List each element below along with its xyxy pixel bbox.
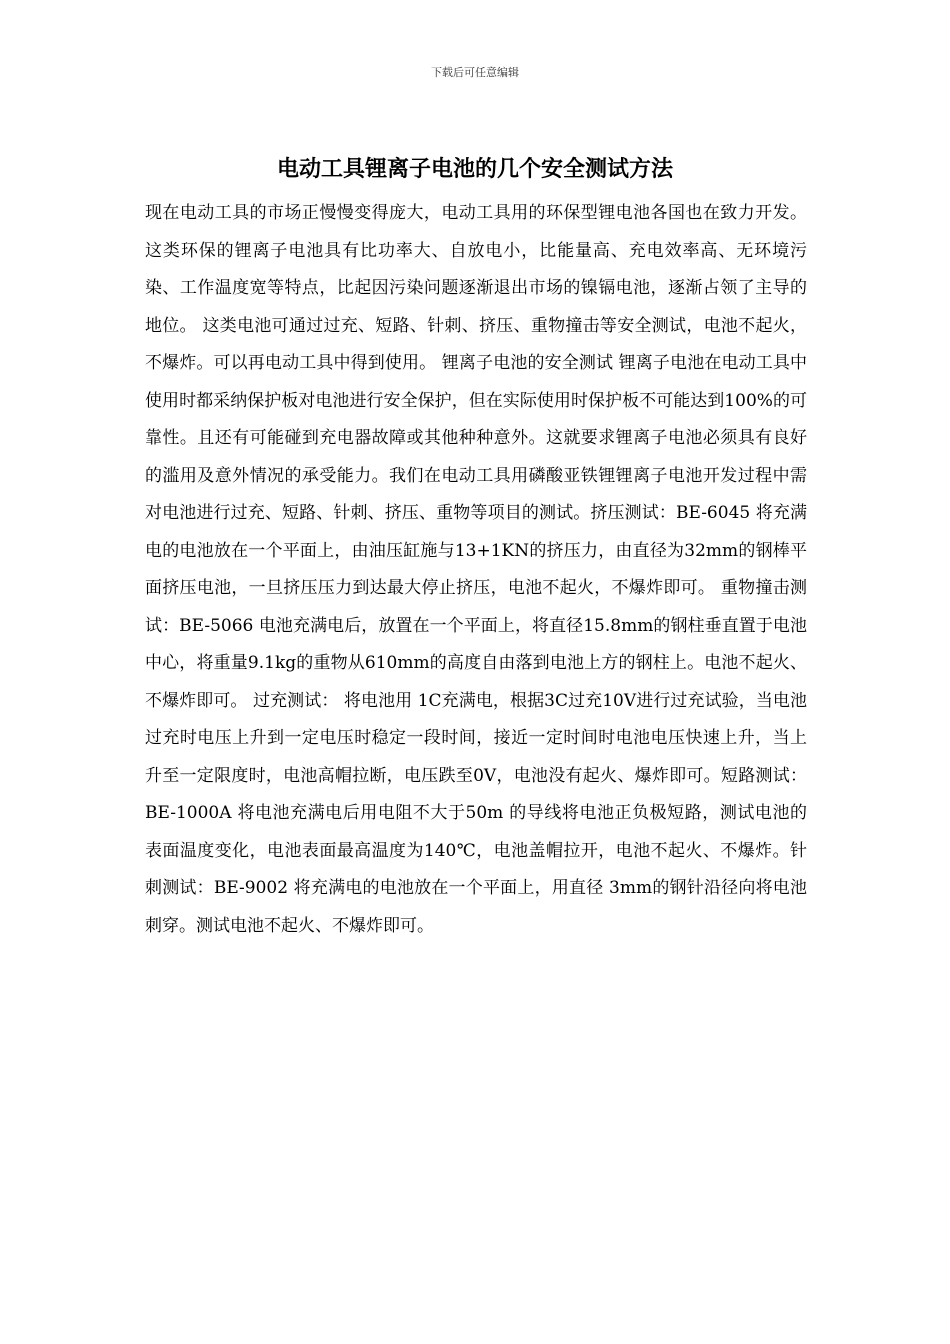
body-paragraph: 现在电动工具的市场正慢慢变得庞大，电动工具用的环保型锂电池各国也在致力开发。这类环保的锂离子电池具有比功率大、自放电小，比能量高、充电效率高、无环境污染、工作温度宽等特点，比起因污染问题逐渐退出市场的镍镉电池，逐渐占领了主导的地位。 这类电池可通过过充、短路、针刺、挤压、重物撞击等安全测试，电池不起火，不爆炸。可以再电动工具中得到使用。 锂离子电池的安全测试 锂离子电池在电动工具中使用时都采纳保护板对电池进行安全保护，但在实际使用时保护板不可能达到100%的可靠性。且还有可能碰到充电器故障或其他种种意外。这就要求锂离子电池必须具有良好的滥用及意外情况的承受能力。我们在电动工具用磷酸亚铁锂锂离子电池开发过程中需对电池进行过充、短路、针刺、挤压、重物等项目的测试。挤压测试：BE-6045 将充满电的电池放在一个平面上，由油压缸施与13+1KN的挤压力，由直径为32mm的钢棒平面挤压电池，一旦挤压压力到达最大停止挤压，电池不起火，不爆炸即可。 重物撞击测试：BE-5066 电池充满电后，放置在一个平面上，将直径15.8mm的钢柱垂直置于电池中心，将重量9.1kg的重物从610mm的高度自由落到电池上方的钢柱上。电池不起火、不爆炸即可。 过充测试： 将电池用 1C充满电，根据3C过充10V进行过充试验，当电池过充时电压上升到一定电压时稳定一段时间，接近一定时间时电池电压快速上升，当上升至一定限度时，电池高帽拉断，电压跌至0V，电池没有起火、爆炸即可。短路测试：BE-1000A 将电池充满电后用电阻不大于50m 的导线将电池正负极短路，测试电池的表面温度变化，电池表面最高温度为140℃，电池盖帽拉开，电池不起火、不爆炸。针刺测试：BE-9002 将充满电的电池放在一个平面上，用直径 3mm的钢针沿径向将电池刺穿。测试电池不起火、不爆炸即可。 <box>145 203 807 936</box>
header-note: 下载后可任意编辑 <box>431 66 519 79</box>
document-title: 电动工具锂离子电池的几个安全测试方法 <box>276 157 673 182</box>
